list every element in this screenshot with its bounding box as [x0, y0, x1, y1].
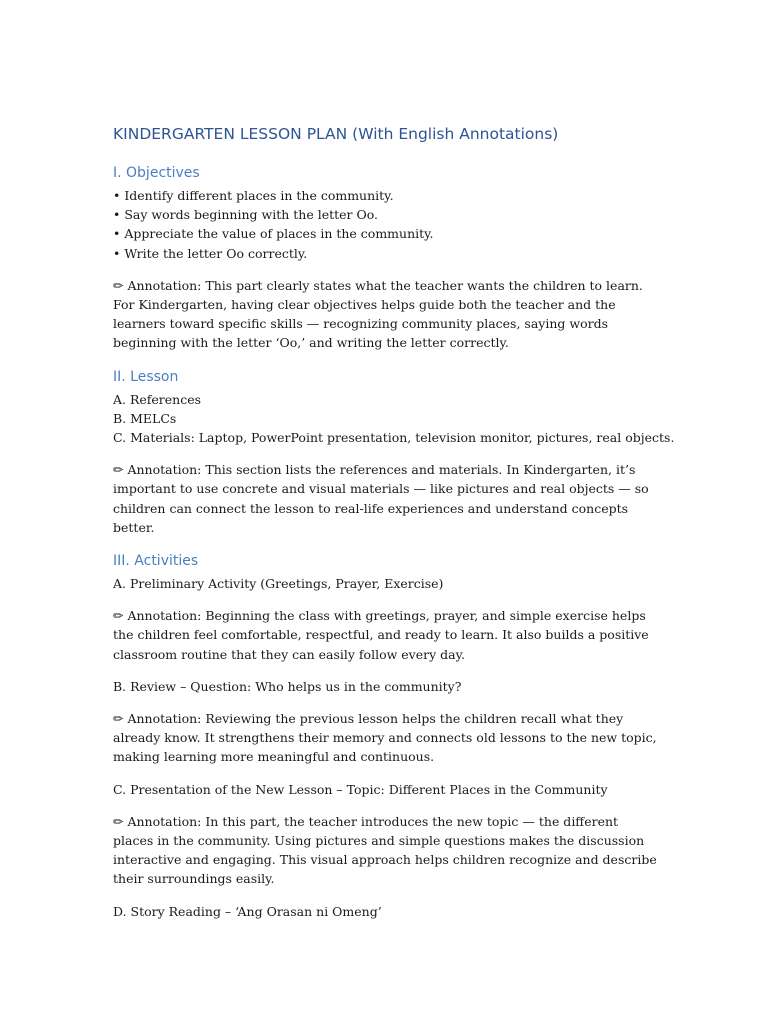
lesson-annotation: ✏ Annotation: This section lists the references and materials. In Kindergarten, it’s important to use concrete and visual materials — like pictures and real objects — so children can connect the lesson to real-life experiences and understand concepts better.: [113, 462, 649, 535]
review-annotation: ✏ Annotation: Reviewing the previous lesson helps the children recall what they already know. It strengthens their memory and connects old lessons to the new topic, making learning more meaningful and continuous.: [113, 711, 657, 765]
lesson-heading: II. Lesson: [113, 368, 179, 385]
objectives-annotation: ✏ Annotation: This part clearly states what the teacher wants the children to learn. For Kindergarten, having clear objectives helps guide both the teacher and the learners toward specific skills — recognizing community places, saying words beginning with the letter ‘Oo,’ and writing the letter correctly.: [113, 277, 643, 351]
lesson-list: [113, 390, 675, 448]
review-item: B. Review – Question: Who helps us in the community?: [113, 678, 462, 694]
objective-item: • Write the letter Oo correctly.: [113, 245, 308, 261]
presentation-annotation: ✏ Annotation: In this part, the teacher introduces the new topic — the different places in the community. Using pictures and simple questions makes the discussion interactive and engaging. This visual approach helps children recognize and describe their surroundings easily.: [113, 813, 657, 887]
presentation-item: C. Presentation of the New Lesson – Topic: Different Places in the Community: [113, 781, 608, 797]
objective-item: • Say words beginning with the letter Oo.: [113, 207, 379, 223]
lesson-section: [113, 366, 675, 537]
document-content: [113, 122, 675, 921]
activities-section: [113, 550, 658, 921]
lesson-item: B. MELCs: [113, 410, 177, 426]
objectives-heading: I. Objectives: [113, 165, 200, 181]
objectives-list: [113, 186, 658, 263]
preliminary-annotation: ✏ Annotation: Beginning the class with greetings, prayer, and simple exercise helps the children feel comfortable, respectful, and ready to learn. It also builds a positive classroom routine that they can easily follow every day.: [113, 608, 649, 662]
lesson-item: A. References: [113, 391, 202, 407]
activities-heading: III. Activities: [113, 553, 199, 570]
lesson-item: C. Materials: Laptop, PowerPoint presentation, television monitor, pictures, real objects.: [113, 430, 675, 446]
objectives-section: [113, 162, 658, 353]
story-reading-item: D. Story Reading – ‘Ang Orasan ni Omeng’: [113, 903, 382, 919]
objective-item: • Appreciate the value of places in the community.: [113, 226, 434, 242]
preliminary-activity: A. Preliminary Activity (Greetings, Prayer, Exercise): [113, 576, 444, 592]
objective-item: • Identify different places in the community.: [113, 188, 394, 203]
document-title: KINDERGARTEN LESSON PLAN (With English Annotations): [113, 125, 559, 143]
